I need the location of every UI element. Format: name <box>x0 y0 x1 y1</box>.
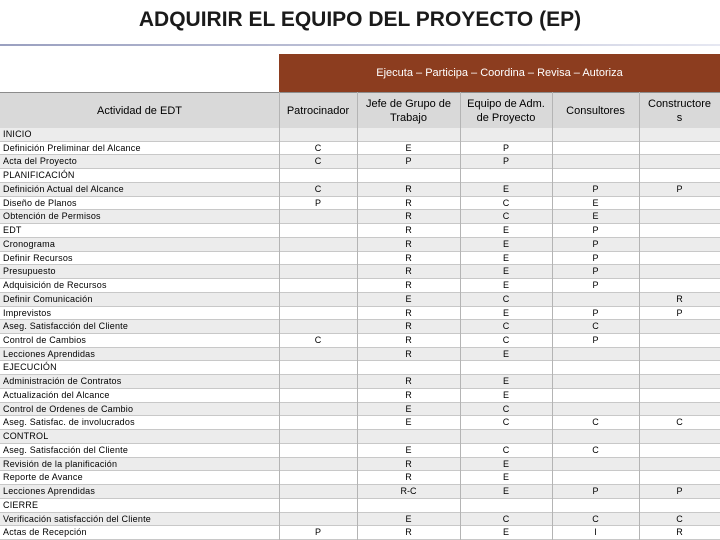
cell-sponsor: C <box>314 142 322 153</box>
cell-activity: Aseg. Satisfac. de involucrados <box>3 417 135 428</box>
cell-team-lead: R <box>405 225 412 236</box>
cell-pm-team: E <box>502 266 509 277</box>
cell-activity: Lecciones Aprendidas <box>3 348 96 359</box>
cell-sponsor <box>279 348 357 362</box>
cell-pm-team: P <box>502 142 509 153</box>
column-divider <box>639 92 640 540</box>
cell-team-lead: R <box>405 280 412 291</box>
column-divider <box>552 92 553 540</box>
cell-team-lead: P <box>405 156 412 167</box>
table-row <box>0 197 720 211</box>
cell-builders <box>639 430 720 444</box>
cell-team-lead: R <box>405 389 412 400</box>
cell-team-lead: R <box>405 335 412 345</box>
column-divider <box>357 92 358 540</box>
cell-activity: Aseg. Satisfacción del Cliente <box>3 444 129 455</box>
cell-builders <box>639 197 720 211</box>
cell-pm-team: E <box>502 307 509 318</box>
cell-consultants <box>552 389 639 403</box>
cell-sponsor <box>279 389 357 403</box>
cell-sponsor: C <box>314 183 322 194</box>
table-row <box>0 485 720 499</box>
cell-pm-team: E <box>502 389 509 400</box>
header-pm-team-line1: Equipo de Adm. <box>467 98 545 110</box>
cell-builders: P <box>676 486 683 497</box>
cell-pm-team <box>460 430 552 444</box>
cell-consultants <box>552 142 639 156</box>
cell-consultants <box>552 430 639 444</box>
cell-consultants: P <box>592 183 599 194</box>
cell-builders: R <box>676 527 683 538</box>
header-builders-line1: Constructore <box>648 98 711 110</box>
cell-builders <box>639 389 720 403</box>
cell-activity: Definir Comunicación <box>3 293 93 304</box>
cell-consultants <box>552 361 639 375</box>
header-pm-team-line2: de Proyecto <box>476 112 536 124</box>
cell-sponsor <box>279 252 357 266</box>
cell-team-lead: R <box>405 321 412 332</box>
cell-consultants: C <box>592 444 599 455</box>
cell-activity: Acta del Proyecto <box>3 156 77 167</box>
raci-table <box>0 128 720 540</box>
cell-pm-team: E <box>502 238 509 249</box>
table-row <box>0 265 720 279</box>
cell-team-lead: R <box>405 183 412 194</box>
cell-pm-team <box>460 499 552 513</box>
cell-team-lead <box>357 169 460 183</box>
table-header <box>0 92 720 130</box>
cell-activity: Aseg. Satisfacción del Cliente <box>3 321 129 332</box>
cell-consultants: P <box>592 266 599 277</box>
cell-pm-team: E <box>502 486 509 497</box>
cell-builders <box>639 320 720 334</box>
cell-pm-team: C <box>502 417 510 428</box>
cell-pm-team <box>460 128 552 142</box>
table-row <box>0 128 720 142</box>
cell-team-lead: E <box>405 142 412 153</box>
cell-team-lead: R <box>405 527 412 538</box>
table-row <box>0 307 720 321</box>
cell-builders <box>639 128 720 142</box>
table-row <box>0 513 720 527</box>
cell-consultants <box>552 128 639 142</box>
cell-consultants <box>552 499 639 513</box>
cell-sponsor <box>279 320 357 334</box>
table-row <box>0 334 720 348</box>
cell-builders <box>639 279 720 293</box>
cell-activity: Definición Actual del Alcance <box>3 183 124 194</box>
header-consultants: Consultores <box>566 105 625 117</box>
cell-builders <box>639 361 720 375</box>
cell-sponsor <box>279 430 357 444</box>
cell-consultants: P <box>592 280 599 291</box>
cell-activity: Adquisición de Recursos <box>3 280 107 291</box>
cell-pm-team: C <box>502 321 510 332</box>
cell-activity: Definir Recursos <box>3 252 73 263</box>
cell-team-lead: E <box>405 293 412 304</box>
cell-sponsor <box>279 169 357 183</box>
cell-builders <box>639 403 720 417</box>
cell-activity: Verificación satisfacción del Cliente <box>3 513 151 524</box>
cell-consultants: E <box>592 211 599 222</box>
cell-activity: Definición Preliminar del Alcance <box>3 142 141 153</box>
cell-activity: Control de Cambios <box>3 335 87 345</box>
cell-consultants: P <box>592 252 599 263</box>
cell-activity: Reporte de Avance <box>3 472 83 483</box>
cell-builders <box>639 265 720 279</box>
cell-activity: Cronograma <box>3 238 56 249</box>
cell-builders <box>639 458 720 472</box>
cell-activity: Obtención de Permisos <box>3 211 101 222</box>
header-builders <box>639 93 720 129</box>
header-sponsor: Patrocinador <box>286 105 350 117</box>
table-row <box>0 471 720 485</box>
cell-sponsor: P <box>314 527 321 538</box>
table-row <box>0 361 720 375</box>
table-row <box>0 389 720 403</box>
table-row <box>0 224 720 238</box>
cell-pm-team: C <box>502 444 510 455</box>
cell-sponsor <box>279 361 357 375</box>
cell-sponsor <box>279 499 357 513</box>
cell-team-lead: R <box>405 376 412 387</box>
cell-builders <box>639 499 720 513</box>
table-row <box>0 403 720 417</box>
cell-activity: CONTROL <box>3 431 49 442</box>
cell-activity: EJECUCIÓN <box>3 362 57 373</box>
cell-builders: P <box>676 183 683 194</box>
cell-builders <box>639 169 720 183</box>
cell-consultants <box>552 458 639 472</box>
cell-sponsor: P <box>314 197 321 208</box>
cell-pm-team: P <box>502 156 509 167</box>
header-activity: Actividad de EDT <box>97 105 182 117</box>
cell-activity: Actualización del Alcance <box>3 389 110 400</box>
table-row <box>0 169 720 183</box>
cell-pm-team: E <box>502 280 509 291</box>
cell-builders <box>639 348 720 362</box>
column-divider <box>460 92 461 540</box>
cell-pm-team: C <box>502 293 510 304</box>
cell-sponsor <box>279 471 357 485</box>
cell-builders <box>639 155 720 169</box>
cell-consultants: P <box>592 238 599 249</box>
cell-pm-team: C <box>502 197 510 208</box>
cell-sponsor <box>279 444 357 458</box>
table-row <box>0 238 720 252</box>
cell-pm-team: E <box>502 458 509 469</box>
cell-sponsor <box>279 458 357 472</box>
cell-sponsor <box>279 293 357 307</box>
cell-consultants: C <box>592 321 599 332</box>
cell-pm-team: E <box>502 376 509 387</box>
cell-consultants: I <box>594 527 597 538</box>
cell-builders: R <box>676 293 683 304</box>
cell-consultants <box>552 155 639 169</box>
table-row <box>0 293 720 307</box>
cell-builders <box>639 238 720 252</box>
table-row <box>0 444 720 458</box>
cell-team-lead: R <box>405 307 412 318</box>
cell-builders <box>639 444 720 458</box>
cell-builders <box>639 334 720 348</box>
table-row <box>0 348 720 362</box>
cell-activity: Lecciones Aprendidas <box>3 486 96 497</box>
cell-sponsor <box>279 513 357 527</box>
cell-team-lead: R <box>405 266 412 277</box>
cell-consultants <box>552 348 639 362</box>
cell-builders <box>639 142 720 156</box>
table-row <box>0 375 720 389</box>
cell-team-lead: R <box>405 252 412 263</box>
cell-consultants: C <box>592 513 599 524</box>
cell-consultants: P <box>592 225 599 236</box>
role-legend: Ejecuta – Participa – Coordina – Revisa – Autoriza <box>279 54 720 92</box>
cell-sponsor <box>279 279 357 293</box>
cell-team-lead: R <box>405 472 412 483</box>
cell-sponsor <box>279 307 357 321</box>
header-team-lead <box>357 93 460 129</box>
header-builders-line2: s <box>676 112 683 124</box>
cell-sponsor <box>279 375 357 389</box>
cell-activity: Presupuesto <box>3 266 56 277</box>
table-row <box>0 458 720 472</box>
table-row <box>0 210 720 224</box>
cell-builders <box>639 210 720 224</box>
cell-sponsor <box>279 238 357 252</box>
cell-builders: C <box>676 417 683 428</box>
cell-pm-team: E <box>502 225 509 236</box>
cell-pm-team: E <box>502 348 509 359</box>
cell-consultants: P <box>592 486 599 497</box>
cell-team-lead <box>357 430 460 444</box>
column-divider <box>279 92 280 540</box>
cell-team-lead: E <box>405 444 412 455</box>
cell-team-lead: R <box>405 197 412 208</box>
cell-team-lead: R <box>405 458 412 469</box>
cell-pm-team: C <box>502 513 510 524</box>
header-team-lead-line1: Jefe de Grupo de <box>365 98 451 110</box>
page-title: ADQUIRIR EL EQUIPO DEL PROYECTO (EP) <box>138 8 582 31</box>
cell-consultants <box>552 169 639 183</box>
table-row <box>0 430 720 444</box>
cell-consultants <box>552 403 639 417</box>
cell-activity: INICIO <box>3 129 32 139</box>
table-row <box>0 320 720 334</box>
cell-sponsor <box>279 485 357 499</box>
cell-builders <box>639 375 720 389</box>
cell-builders: P <box>676 307 683 318</box>
cell-pm-team: C <box>502 403 510 414</box>
cell-sponsor: C <box>314 335 322 345</box>
cell-team-lead: E <box>405 513 412 524</box>
cell-builders <box>639 471 720 485</box>
cell-pm-team <box>460 361 552 375</box>
cell-team-lead <box>357 361 460 375</box>
cell-consultants: E <box>592 197 599 208</box>
cell-pm-team: E <box>502 183 509 194</box>
cell-consultants <box>552 293 639 307</box>
cell-pm-team: E <box>502 527 509 538</box>
cell-team-lead: E <box>405 417 412 428</box>
table-row <box>0 499 720 513</box>
cell-team-lead: E <box>405 403 412 414</box>
cell-team-lead: R <box>405 348 412 359</box>
cell-sponsor <box>279 128 357 142</box>
table-row <box>0 252 720 266</box>
cell-sponsor <box>279 224 357 238</box>
table-row <box>0 416 720 430</box>
cell-pm-team: C <box>502 211 510 222</box>
cell-activity: Diseño de Planos <box>3 197 77 208</box>
cell-activity: Administración de Contratos <box>3 376 122 387</box>
cell-sponsor: C <box>314 156 322 167</box>
cell-sponsor <box>279 403 357 417</box>
cell-consultants: P <box>592 335 599 345</box>
title-underline <box>0 44 720 46</box>
table-row <box>0 155 720 169</box>
cell-builders <box>639 224 720 238</box>
cell-pm-team: C <box>502 335 510 345</box>
cell-team-lead: R <box>405 211 412 222</box>
header-pm-team <box>460 93 552 129</box>
cell-activity: PLANIFICACIÓN <box>3 170 75 181</box>
cell-pm-team: E <box>502 472 509 483</box>
table-row <box>0 279 720 293</box>
cell-activity: Control de Ordenes de Cambio <box>3 403 134 414</box>
header-team-lead-line2: Trabajo <box>390 112 427 124</box>
cell-pm-team <box>460 169 552 183</box>
cell-team-lead: R <box>405 238 412 249</box>
cell-activity: CIERRE <box>3 499 39 510</box>
cell-pm-team: E <box>502 252 509 263</box>
cell-sponsor <box>279 210 357 224</box>
cell-builders: C <box>676 513 683 524</box>
cell-sponsor <box>279 265 357 279</box>
cell-consultants: C <box>592 417 599 428</box>
table-row <box>0 142 720 156</box>
table-row <box>0 183 720 197</box>
cell-consultants <box>552 471 639 485</box>
cell-team-lead: R-C <box>400 486 417 497</box>
cell-consultants <box>552 375 639 389</box>
cell-team-lead <box>357 499 460 513</box>
cell-sponsor <box>279 416 357 430</box>
table-row <box>0 526 720 540</box>
cell-consultants: P <box>592 307 599 318</box>
cell-activity: EDT <box>3 225 22 236</box>
cell-team-lead <box>357 128 460 142</box>
cell-activity: Imprevistos <box>3 307 52 318</box>
cell-activity: Actas de Recepción <box>3 527 87 538</box>
cell-activity: Revisión de la planificación <box>3 458 118 469</box>
cell-builders <box>639 252 720 266</box>
